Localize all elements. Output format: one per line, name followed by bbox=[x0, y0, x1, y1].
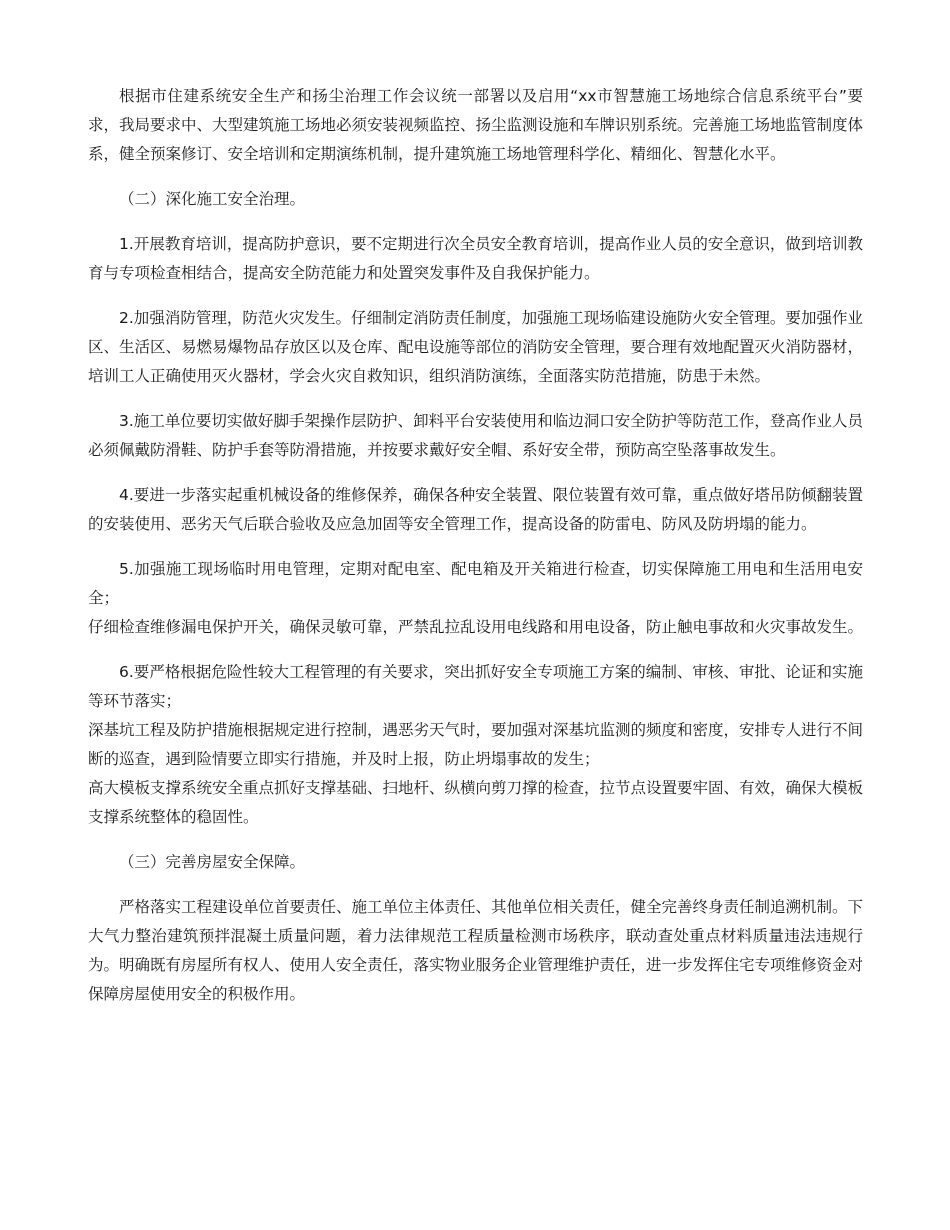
item-5-line-b: 仔细检查维修漏电保护开关，确保灵敏可靠，严禁乱拉乱设用电线路和用电设备，防止触电事故和火灾事故发生。 bbox=[88, 618, 864, 636]
item-5-line-a: 5.加强施工现场临时用电管理，定期对配电室、配电箱及开关箱进行检查，切实保障施工用电和生活用电安全； bbox=[88, 560, 863, 607]
item-3-paragraph: 3.施工单位要切实做好脚手架操作层防护、卸料平台安装使用和临边洞口安全防护等防范工作，登高作业人员必须佩戴防滑鞋、防护手套等防滑措施，并按要求戴好安全帽、系好安全带，预防高空坠落事故发生。 bbox=[88, 412, 863, 459]
item-6-paragraph bbox=[88, 658, 863, 832]
item-5-paragraph bbox=[88, 555, 863, 642]
item-6-line-c: 高大模板支撑系统安全重点抓好支撑基础、扫地杆、纵横向剪刀撑的检查，拉节点设置要牢固、有效，确保大模板支撑系统整体的稳固性。 bbox=[88, 779, 864, 826]
item-6-line-a: 6.要严格根据危险性较大工程管理的有关要求，突出抓好安全专项施工方案的编制、审核、审批、论证和实施等环节落实； bbox=[88, 663, 863, 710]
document-page bbox=[88, 82, 863, 1025]
section-heading-2: （二）深化施工安全治理。 bbox=[119, 190, 306, 208]
section-3-paragraph: 严格落实工程建设单位首要责任、施工单位主体责任、其他单位相关责任，健全完善终身责任制追溯机制。下大气力整治建筑预拌混凝土质量问题，着力法律规范工程质量检测市场秩序，联动查处重点材料质量违法违规行为。明确既有房屋所有权人、使用人安全责任，落实物业服务企业管理维护责任，进一步发挥住宅专项维修资金对保障房屋使用安全的积极作用。 bbox=[88, 898, 864, 1003]
intro-paragraph: 根据市住建系统安全生产和扬尘治理工作会议统一部署以及启用“xx市智慧施工场地综合信息系统平台”要求，我局要求中、大型建筑施工场地必须安装视频监控、扬尘监测设施和车牌识别系统。完善施工场地监管制度体系，健全预案修订、安全培训和定期演练机制，提升建筑施工场地管理科学化、精细化、智慧化水平。 bbox=[88, 87, 864, 163]
item-4-paragraph: 4.要进一步落实起重机械设备的维修保养，确保各种安全装置、限位装置有效可靠，重点做好塔吊防倾翻装置的安装使用、恶劣天气后联合验收及应急加固等安全管理工作，提高设备的防雷电、防风及防坍塌的能力。 bbox=[88, 486, 863, 533]
item-2-paragraph: 2.加强消防管理，防范火灾发生。仔细制定消防责任制度，加强施工现场临建设施防火安全管理。要加强作业区、生活区、易燃易爆物品存放区以及仓库、配电设施等部位的消防安全管理，要合理有效地配置灭火消防器材，培训工人正确使用灭火器材，学会火灾自救知识，组织消防演练，全面落实防范措施，防患于未然。 bbox=[88, 309, 864, 385]
item-6-line-b: 深基坑工程及防护措施根据规定进行控制，遇恶劣天气时，要加强对深基坑监测的频度和密度，安排专人进行不间断的巡查，遇到险情要立即实行措施，并及时上报，防止坍塌事故的发生； bbox=[88, 721, 864, 768]
item-1-paragraph: 1.开展教育培训，提高防护意识，要不定期进行次全员安全教育培训，提高作业人员的安全意识，做到培训教育与专项检查相结合，提高安全防范能力和处置突发事件及自我保护能力。 bbox=[88, 235, 863, 282]
section-heading-3: （三）完善房屋安全保障。 bbox=[119, 853, 306, 871]
